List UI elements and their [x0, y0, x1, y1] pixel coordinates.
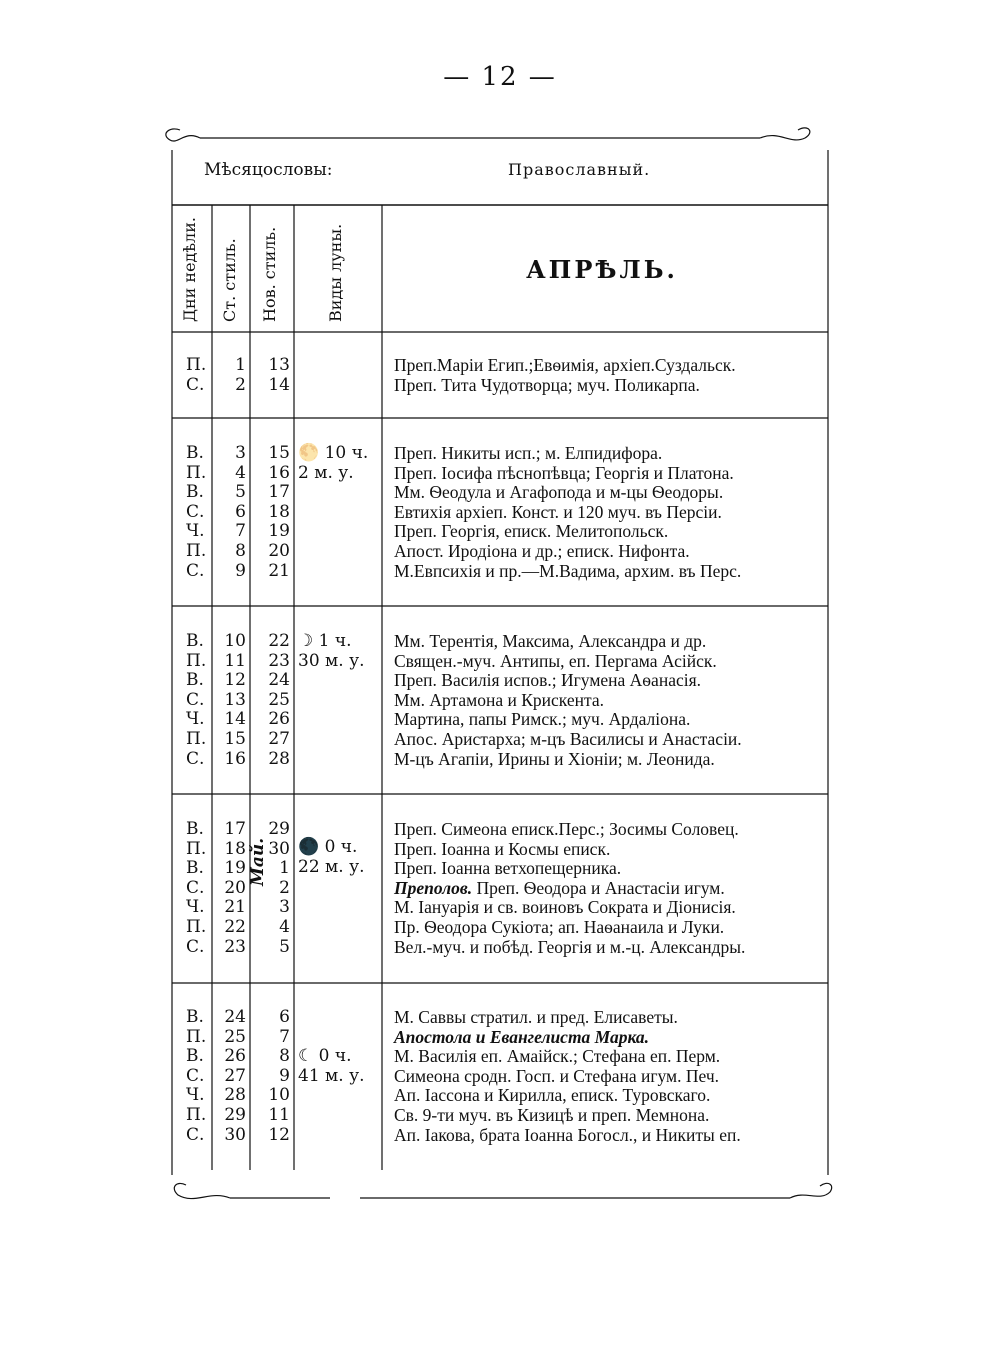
day-of-week: Ч. [186, 709, 205, 730]
old-style-date: 24 [224, 1007, 246, 1027]
page-number: — 12 — [443, 62, 557, 92]
new-style-date: 28 [268, 748, 290, 769]
saint-entry: Преп. Никиты исп.; м. Елпидифора. [394, 443, 663, 463]
new-style-date: 27 [268, 729, 290, 749]
old-style-date: 19 [224, 858, 246, 879]
moon-phase: 🌕 10 ч. [298, 443, 369, 463]
old-style-date: 28 [224, 1085, 246, 1106]
new-style-date: 20 [268, 541, 290, 561]
day-of-week: В. [186, 819, 204, 839]
new-style-date: 7 [279, 1026, 290, 1047]
saint-entry: Мм. Терентія, Максима, Александра и др. [394, 631, 707, 651]
old-style-date: 18 [224, 838, 246, 859]
new-style-date: 29 [268, 819, 290, 839]
new-style-date: 13 [268, 355, 290, 375]
day-of-week: С. [186, 560, 205, 581]
column-new-style: Нов. стиль. [260, 226, 279, 322]
saint-entry: Вел.-муч. и побѣд. Георгія и м.-ц. Александры. [394, 936, 746, 957]
old-style-date: 25 [224, 1026, 246, 1047]
day-of-week: П. [186, 1105, 207, 1125]
saint-entry: Преп. Іоанна и Космы епиcк. [394, 838, 611, 859]
saint-entry: Ап. Іассона и Кирилла, епиcк. Туровскаго. [394, 1085, 711, 1106]
saint-entry: М.Евпсихія и пр.—М.Вадима, архим. въ Перс. [394, 560, 742, 581]
old-style-date: 17 [224, 819, 246, 839]
day-of-week: С. [186, 748, 205, 769]
saint-entry: М. Іануарія и св. воиновъ Сократа и Діонисія. [394, 897, 736, 918]
column-old-style: Ст. стиль. [220, 238, 239, 322]
day-of-week: С. [186, 877, 205, 898]
saint-entry: Преп. Георгія, епиcк. Мелитопольск. [394, 521, 669, 542]
old-style-date: 4 [235, 462, 246, 483]
saint-entry: Мартина, папы Римск.; муч. Ардаліона. [394, 709, 691, 730]
day-of-week: П. [186, 729, 207, 749]
month-title: АПРѢЛЬ. [526, 255, 678, 284]
new-style-date: 18 [268, 501, 290, 522]
day-of-week: Ч. [186, 521, 205, 542]
new-style-date: 21 [268, 560, 290, 581]
day-of-week: С. [186, 689, 205, 710]
saint-entry: М. Саввы стратил. и пред. Елисаветы. [394, 1007, 678, 1027]
old-style-date: 8 [235, 541, 246, 561]
new-style-date: 6 [279, 1007, 290, 1027]
day-of-week: С. [186, 1124, 205, 1145]
saint-entry: Преп. Іосифа пѣснопѣвца; Георгія и Платона. [394, 462, 734, 483]
saint-entry: Мм. Ѳеодула и Агафопода и м-цы Ѳеодоры. [394, 482, 724, 503]
day-of-week: С. [186, 936, 205, 957]
old-style-date: 21 [224, 897, 246, 918]
new-style-date: 23 [268, 650, 290, 671]
new-style-date: 5 [279, 936, 290, 957]
old-style-date: 9 [235, 560, 246, 581]
old-style-date: 23 [224, 936, 246, 957]
saint-entry: Преп.Маріи Егип.;Евѳимія, архіеп.Суздальск. [394, 355, 736, 375]
moon-phase-time: 30 м. у. [298, 650, 365, 671]
saint-entry: Ап. Іакова, брата Іоанна Богосл., и Никиты еп. [394, 1124, 741, 1145]
old-style-date: 1 [235, 355, 246, 375]
old-style-date: 20 [224, 877, 246, 898]
day-of-week: С. [186, 501, 205, 522]
old-style-date: 11 [224, 650, 246, 671]
day-of-week: В. [186, 858, 204, 879]
old-style-date: 12 [224, 670, 246, 691]
day-of-week: П. [186, 838, 207, 859]
day-of-week: В. [186, 443, 204, 463]
saint-entry: Мм. Артамона и Крискента. [394, 689, 604, 710]
old-style-date: 26 [224, 1046, 246, 1067]
old-style-date: 14 [224, 709, 246, 730]
new-style-date: 22 [268, 631, 290, 651]
new-style-date: 9 [279, 1065, 290, 1086]
saint-entry: Евтихія архіеп. Конст. и 120 муч. въ Персіи. [394, 501, 722, 522]
day-of-week: В. [186, 631, 204, 651]
new-style-date: 16 [268, 462, 290, 483]
saint-entry: Апост. Иродіона и др.; епиcк. Нифонта. [394, 541, 690, 561]
new-style-date: 30 [268, 838, 290, 859]
day-of-week: В. [186, 1007, 204, 1027]
old-style-date: 15 [224, 729, 246, 749]
old-style-date: 3 [235, 443, 246, 463]
new-style-date: 10 [268, 1085, 290, 1106]
old-style-date: 13 [224, 689, 246, 710]
header-left: Мѣсяцословы: [204, 160, 333, 180]
new-style-date: 25 [268, 689, 290, 710]
header-right: Православный. [508, 160, 651, 179]
day-of-week: В. [186, 482, 204, 503]
old-style-date: 2 [235, 374, 246, 395]
saint-entry: Преполов. Преп. Ѳеодора и Анастасіи игум. [394, 877, 725, 898]
day-of-week: П. [186, 650, 207, 671]
saint-entry: Апостола и Евангелиста Марка. [394, 1026, 650, 1047]
saint-entry: Преп. Василія испов.; Игумена Аѳанасія. [394, 670, 702, 691]
column-moon: Виды луны. [326, 223, 345, 322]
old-style-date: 30 [224, 1124, 246, 1145]
saint-entry: М. Василія еп. Амаійск.; Стефана еп. Перм. [394, 1046, 721, 1067]
old-style-date: 10 [224, 631, 246, 651]
saint-entry: Преп. Іоанна ветхопещерника. [394, 858, 622, 879]
new-style-date: 2 [279, 877, 290, 898]
day-of-week: С. [186, 1065, 205, 1086]
day-of-week: П. [186, 1026, 207, 1047]
new-style-date: 3 [279, 897, 290, 918]
moon-phase-time: 2 м. у. [298, 462, 354, 483]
new-style-date: 8 [279, 1046, 290, 1067]
old-style-date: 22 [224, 917, 246, 937]
new-style-date: 15 [268, 443, 290, 463]
day-of-week: Ч. [186, 1085, 205, 1106]
saint-entry: Священ.-муч. Антипы, еп. Пергама Асійск. [394, 650, 717, 671]
new-style-date: 1 [279, 858, 290, 879]
new-style-date: 12 [268, 1124, 290, 1145]
new-style-date: 26 [268, 709, 290, 730]
saint-entry: Пр. Ѳеодора Сукіота; ап. Наѳанаила и Луки. [394, 917, 725, 937]
old-style-date: 6 [235, 501, 246, 522]
day-of-week: П. [186, 917, 207, 937]
old-style-date: 29 [224, 1105, 246, 1125]
old-style-date: 5 [235, 482, 246, 503]
moon-phase: ☽ 1 ч. [298, 631, 352, 651]
day-of-week: П. [186, 355, 207, 375]
day-of-week: П. [186, 541, 207, 561]
saint-entry: Симеона сродн. Госп. и Стефана игум. Печ. [394, 1065, 720, 1086]
new-style-date: 19 [268, 521, 290, 542]
new-style-date: 14 [268, 374, 290, 395]
saint-entry: Св. 9-ти муч. въ Кизицѣ и преп. Мемнона. [394, 1105, 710, 1125]
day-of-week: П. [186, 462, 207, 483]
saint-entry: Апос. Аристарха; м-цъ Василисы и Анастасіи. [394, 729, 742, 749]
old-style-date: 16 [224, 748, 246, 769]
day-of-week: Ч. [186, 897, 205, 918]
new-style-date: 11 [268, 1105, 290, 1125]
moon-phase-time: 22 м. у. [298, 856, 365, 877]
day-of-week: В. [186, 1046, 204, 1067]
saint-entry: М-цъ Агапіи, Ирины и Хіоніи; м. Леонида. [394, 748, 715, 769]
column-dow: Дни недѣли. [180, 217, 199, 322]
new-style-date: 17 [268, 482, 290, 503]
moon-phase: ☾ 0 ч. [298, 1046, 352, 1066]
day-of-week: С. [186, 374, 205, 395]
may-label: Май. [248, 837, 268, 886]
moon-phase-time: 41 м. у. [298, 1065, 365, 1086]
saint-entry: Преп. Тита Чудотворца; муч. Поликарпа. [394, 374, 700, 395]
day-of-week: В. [186, 670, 204, 691]
new-style-date: 24 [268, 670, 290, 691]
moon-phase: 🌑 0 ч. [298, 837, 358, 857]
old-style-date: 7 [235, 521, 246, 542]
new-style-date: 4 [279, 917, 290, 937]
old-style-date: 27 [224, 1065, 246, 1086]
saint-entry: Преп. Симеона епиcк.Перс.; Зосимы Соловец. [394, 819, 739, 839]
